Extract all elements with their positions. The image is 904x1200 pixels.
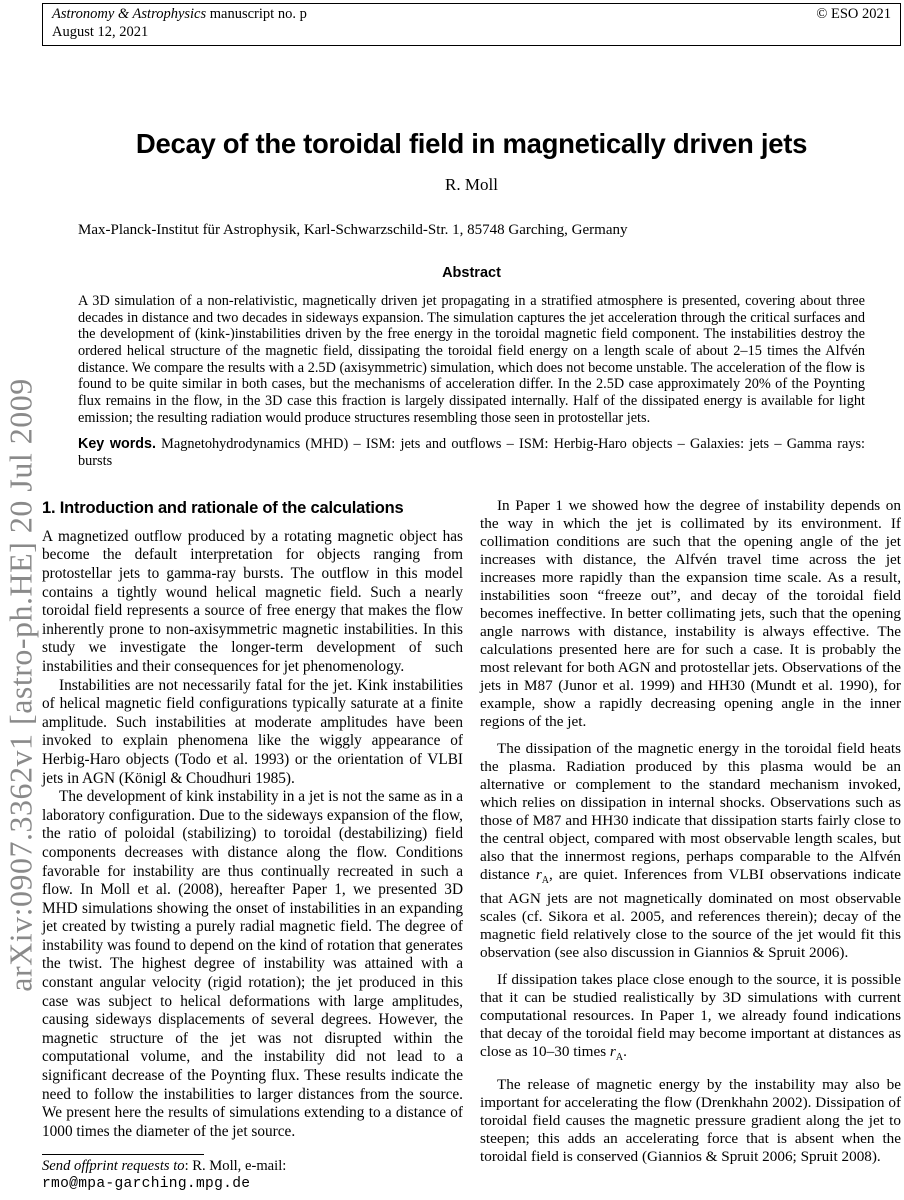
body-paragraph: In Paper 1 we showed how the degree of instability depends on the way in which the jet is collimated by its environment. If collimation conditions are such that the opening angle of the jet increases with distance, the Alfvén travel time across the jet increases more rapidly than the expansion time scale. As a result, instabilities soon “freeze out”, and decay of the toroidal field becomes ineffective. In better collimating jets, such that the opening angle narrows with distance, instability is always effective. The calculations presented here are for such a case. It is probably the most relevant for both AGN and protostellar jets. Observations of the jets in M87 (Junor et al. 1999) and HH30 (Mundt et al. 1990), for example, show a rapidly decreasing opening angle in the inner regions of the jet. [480, 496, 901, 730]
body-paragraph: Instabilities are not necessarily fatal for the jet. Kink instabilities of helical magnetic field configurations typically saturate at a finite amplitude. Such instabilities at moderate amplitudes have been invoked to explain phenomena like the wiggly appearance of Herbig-Haro objects (Todo et al. 1993) or the orientation of VLBI jets in AGN (Königl & Choudhuri 1985). [42, 676, 463, 787]
body-paragraph: The dissipation of the magnetic energy in the toroidal field heats the plasma. Radiation produced by this plasma would be an alternative or complement to the standard mechanism invoked, which relies on dissipation in internal shocks. Observations such as those of M87 and HH30 indicate that dissipation starts fairly close to the central object, compared with most observable length scales, but also that the innermost regions, perhaps comparable to the Alfvén distance $r_A$, are quiet. Inferences from VLBI observations indicate that AGN jets are not magnetically dominated on most observable scales (cf. Sikora et al. 2005, and references therein); decay of the magnetic field relatively close to the source of the jet would fit this observation (see also discussion in Giannios & Spruit 2006). [480, 739, 901, 961]
right-column [480, 497, 901, 1175]
journal-manuscript-line: Astronomy & Astrophysics manuscript no. p [52, 6, 307, 22]
copyright-notice: © ESO 2021 [816, 6, 891, 22]
arxiv-watermark: arXiv:0907.3362v1 [astro-ph.HE] 20 Jul 2009 [2, 378, 39, 992]
offprint-request-line: Send offprint requests to: R. Moll, e-mail: [42, 1158, 287, 1174]
journal-header [42, 3, 901, 46]
body-paragraph: A magnetized outflow produced by a rotating magnetic object has become the default interpretation for objects ranging from protostellar jets to gamma-ray bursts. The outflow in this model contains a tightly wound helical magnetic field. Such a nearly toroidal field represents a source of free energy that makes the flow inherently prone to non-axisymmetric magnetic instabilities. In this study we investigate the longer-term development of such instabilities and their consequences for jet phenomenology. [42, 527, 463, 675]
author-name: R. Moll [445, 174, 498, 194]
header-date: August 12, 2021 [52, 23, 149, 40]
offprint-footnote [42, 1154, 463, 1193]
abstract-heading: Abstract [442, 264, 501, 281]
body-paragraph: The development of kink instability in a jet is not the same as in a laboratory configuration. Due to the sideways expansion of the flow, the ratio of poloidal (stabilizing) to toroidal (destabilizing) field components decreases with distance along the flow. Conditions favorable for instability are thus continually recreated in such a flow. In Moll et al. (2008), hereafter Paper 1, we presented 3D MHD simulations showing the onset of instabilities in an expanding jet created by twisting a purely radial magnetic field. The degree of instability was found to depend on the kind of rotation that generates the twist. The highest degree of instability was attained with a constant angular velocity (rigid rotation); the jet produced in this case was subject to helical deformations with large amplitudes, causing sideways displacements of several degrees. However, the magnetic structure of the jet was not disrupted within the computational volume, and the instability did not lead to a significant decrease of the Poynting flux. These results indicate the need to follow the instabilities to larger distances from the source. We present here the results of simulations extending to a distance of 1000 times the diameter of the jet source. [42, 788, 463, 1140]
keywords-line [42, 436, 901, 469]
left-column [42, 497, 463, 1175]
contact-email: rmo@mpa-garching.mpg.de [42, 1175, 251, 1192]
paper-content [42, 3, 901, 1192]
paper-title: Decay of the toroidal field in magnetically driven jets [135, 128, 808, 159]
keywords-text: Magnetohydrodynamics (MHD) – ISM: jets and outflows – ISM: Herbig-Haro objects – Galaxies: jets – Gamma rays: bursts [78, 436, 866, 470]
abstract-text: A 3D simulation of a non-relativistic, magnetically driven jet propagating in a stratified atmosphere is presented, covering about three decades in distance and two decades in sideways expansion. The simulation captures the jet acceleration through the critical surfaces and the development of (kink-)instabilities driven by the free energy in the toroidal magnetic field component. The instabilities destroy the ordered helical structure of the magnetic field, dissipating the toroidal field energy on a length scale of about 2–15 times the Alfvén distance. We compare the results with a 2.5D (axisymmetric) simulation, which does not become unstable. The acceleration of the flow is found to be quite similar in both cases, but the mechanisms of acceleration differ. In the 2.5D case approximately 20% of the Poynting flux remains in the flow, in the 3D case this fraction is largely dissipated internally. Half of the dissipated energy is available for light emission; the resulting radiation would produce structures resembling those seen in protostellar jets. [78, 292, 865, 426]
affiliation: Max-Planck-Institut für Astrophysik, Karl-Schwarzschild-Str. 1, 85748 Garching, Germany [78, 221, 628, 238]
journal-header-left [52, 6, 307, 41]
keywords-label: Key words. [78, 436, 156, 453]
section-1-heading: 1. Introduction and rationale of the calculations [42, 498, 404, 517]
footnote-rule [42, 1154, 204, 1155]
two-column-body [42, 497, 901, 1175]
body-paragraph: If dissipation takes place close enough to the source, it is possible that it can be studied realistically by 3D simulations with current computational resources. In Paper 1, we already found indications that decay of the toroidal field may become important at distances as close as 10–30 times $r_A$. [480, 970, 901, 1063]
body-paragraph: The release of magnetic energy by the instability may also be important for accelerating the flow (Drenkhahn 2002). Dissipation of toroidal field causes the magnetic pressure gradient along the jet to steepen; this adds an accelerating force that is absent when the toroidal field is conserved (Giannios & Spruit 2006; Spruit 2008). [480, 1075, 901, 1165]
